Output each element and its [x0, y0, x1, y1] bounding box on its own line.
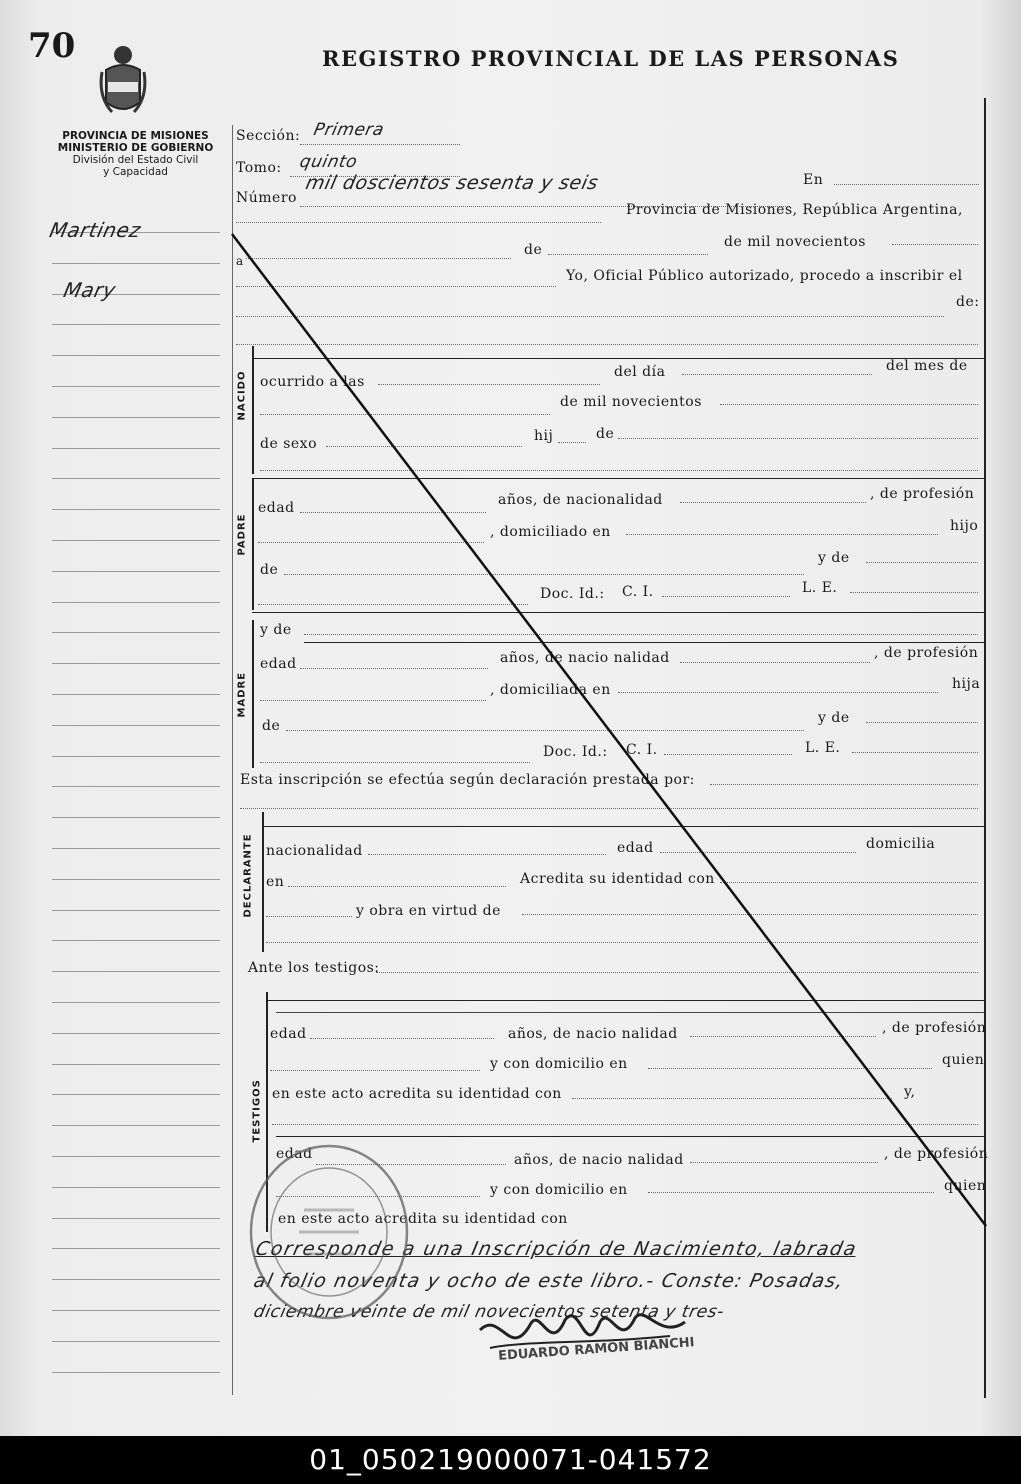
- declaracion-line: Esta inscripción se efectúa según declaración prestada por:: [240, 772, 695, 788]
- seccion-label: Sección:: [236, 128, 301, 144]
- padre-hijo: hijo: [950, 518, 979, 534]
- de-label: de: [524, 242, 543, 258]
- padre-domiciliado: , domiciliado en: [490, 524, 611, 540]
- del-mes-label: del mes de: [886, 358, 968, 374]
- madre-edad: edad: [260, 656, 297, 672]
- testigos-intro: Ante los testigos:: [248, 960, 380, 976]
- margin-surname: Martinez: [47, 218, 144, 242]
- madre-anos: años, de nacio nalidad: [500, 650, 670, 666]
- hij-label: hij: [534, 428, 554, 444]
- note-line-2: al folio noventa y ocho de este libro.- Conste: Posadas,: [251, 1270, 847, 1292]
- padre-doc: Doc. Id.:: [540, 586, 605, 602]
- madre-domiciliada: , domiciliada en: [490, 682, 611, 698]
- a-label: a: [236, 254, 244, 268]
- madre-tag: MADRE: [236, 671, 248, 718]
- oficial-line: Yo, Oficial Público autorizado, procedo a inscribir el: [566, 268, 963, 284]
- capacity-label: y Capacidad: [103, 166, 168, 178]
- testigo1-anos: años, de nacio nalidad: [508, 1026, 678, 1042]
- madre-doc: Doc. Id.:: [543, 744, 608, 760]
- padre-de: de: [260, 562, 279, 578]
- signature-stamp-name: EDUARDO RAMON BIANCHI: [497, 1335, 695, 1364]
- de-colon-label: de:: [956, 294, 980, 310]
- padre-tag: PADRE: [236, 513, 248, 556]
- madre-hija: hija: [952, 676, 981, 692]
- nacido-tag: NACIDO: [236, 370, 248, 421]
- madre-y-de: y de: [818, 710, 850, 726]
- province-label: PROVINCIA DE MISIONES: [62, 130, 209, 142]
- declarante-nacionalidad: nacionalidad: [266, 843, 363, 859]
- del-dia-label: del día: [614, 364, 666, 380]
- testigo1-domicilio: y con domicilio en: [490, 1056, 628, 1072]
- en-label: En: [803, 172, 824, 188]
- numero-value: mil doscientos sesenta y seis: [303, 172, 601, 194]
- testigo2-acredita: en este acto acredita su identidad con: [278, 1211, 568, 1227]
- margin-given-name: Mary: [61, 278, 119, 302]
- nacido-de-label: de: [596, 426, 615, 442]
- padre-y-de: y de: [818, 550, 850, 566]
- declarante-en: en: [266, 874, 285, 890]
- madre-de: de: [262, 718, 281, 734]
- padre-profesion: , de profesión: [870, 486, 975, 502]
- note-line-1: Corresponde a una Inscripción de Nacimiento, labrada: [253, 1238, 860, 1260]
- ocurrido-label: ocurrido a las: [260, 374, 365, 390]
- padre-le: L. E.: [802, 580, 838, 596]
- de-mil-novecientos-label: de mil novecientos: [724, 234, 866, 250]
- declarante-obra: y obra en virtud de: [356, 903, 501, 919]
- declarante-edad: edad: [617, 840, 654, 856]
- madre-profesion: , de profesión: [874, 645, 979, 661]
- note-line-3: diciembre veinte de mil novecientos setenta y tres-: [251, 1302, 727, 1322]
- testigo1-acredita: en este acto acredita su identidad con: [272, 1086, 562, 1102]
- page-number: 70: [28, 26, 76, 66]
- testigo2-anos: años, de nacio nalidad: [514, 1152, 684, 1168]
- padre-ci: C. I.: [622, 584, 654, 600]
- padre-anos: años, de nacionalidad: [498, 492, 663, 508]
- sexo-label: de sexo: [260, 436, 317, 452]
- padre-edad: edad: [258, 500, 295, 516]
- numero-label: Número: [236, 190, 297, 206]
- testigos-tag: TESTIGOS: [251, 1079, 263, 1143]
- division-label: División del Estado Civil: [72, 154, 199, 166]
- testigo2-quien: quien: [944, 1178, 987, 1194]
- madre-le: L. E.: [805, 740, 841, 756]
- testigo1-edad: edad: [270, 1026, 307, 1042]
- tomo-label: Tomo:: [236, 160, 282, 176]
- declarante-domicilia: domicilia: [866, 836, 936, 852]
- testigo2-edad: edad: [276, 1146, 313, 1162]
- testigo1-quien: quien: [942, 1052, 985, 1068]
- testigo1-y: y,: [904, 1084, 916, 1100]
- ministry-label: MINISTERIO DE GOBIERNO: [57, 142, 214, 154]
- madre-ci: C. I.: [626, 742, 658, 758]
- testigo2-profesion: , de profesión: [884, 1146, 989, 1162]
- madre-y-de-top: y de: [260, 622, 292, 638]
- province-line: Provincia de Misiones, República Argentina,: [626, 202, 963, 218]
- declarante-tag: DECLARANTE: [242, 833, 254, 918]
- page-title: REGISTRO PROVINCIAL DE LAS PERSONAS: [322, 46, 900, 71]
- tomo-value: quinto: [297, 152, 360, 172]
- nacido-mil-novecientos: de mil novecientos: [560, 394, 702, 410]
- testigo1-profesion: , de profesión: [882, 1020, 987, 1036]
- declarante-acredita: Acredita su identidad con: [520, 871, 715, 887]
- archive-code: 01_050219000071-041572: [0, 1436, 1021, 1484]
- testigo2-domicilio: y con domicilio en: [490, 1182, 628, 1198]
- seccion-value: Primera: [311, 120, 387, 140]
